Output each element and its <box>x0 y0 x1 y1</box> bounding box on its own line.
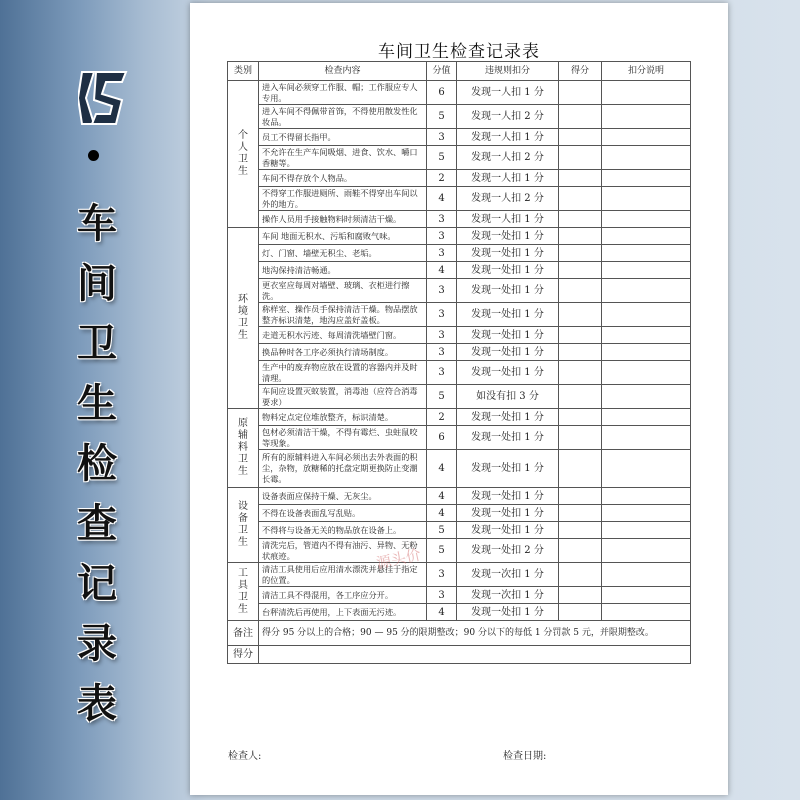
inspection-date-label: 检查日期: <box>503 751 547 762</box>
header-deduction-rule: 违规则扣分 <box>457 62 559 81</box>
table-row <box>228 129 691 146</box>
score-value-cell: 5 <box>427 146 457 170</box>
content-cell: 台秤清洗后再使用，上下表面无污迹。 <box>259 604 427 621</box>
deduction-note-input-cell[interactable] <box>602 129 691 146</box>
deduction-rule-cell: 发现一人扣 2 分 <box>457 187 559 211</box>
deduction-note-input-cell[interactable] <box>602 344 691 361</box>
document-page <box>190 3 728 795</box>
content-cell: 不允许在生产车间吸烟、进食、饮水、嚼口香糖等。 <box>259 146 427 170</box>
points-input-cell[interactable] <box>559 409 602 426</box>
points-input-cell[interactable] <box>559 303 602 327</box>
deduction-note-input-cell[interactable] <box>602 327 691 344</box>
points-input-cell[interactable] <box>559 146 602 170</box>
category-char: 具 <box>238 579 248 591</box>
watermark: 源头价 <box>374 545 423 573</box>
deduction-rule-cell: 发现一人扣 2 分 <box>457 146 559 170</box>
content-cell: 称样室、操作员手保持清洁干燥。物品摆放整齐标识清楚，地沟应盖好盖板。 <box>259 303 427 327</box>
score-value-cell: 4 <box>427 505 457 522</box>
inspector-label: 检查人: <box>228 751 262 762</box>
points-input-cell[interactable] <box>559 327 602 344</box>
deduction-note-input-cell[interactable] <box>602 105 691 129</box>
category-cell <box>228 563 259 621</box>
content-cell: 进入车间必须穿工作服、帽；工作服应专人专用。 <box>259 81 427 105</box>
deduction-rule-cell: 发现一处扣 1 分 <box>457 505 559 522</box>
deduction-note-input-cell[interactable] <box>602 228 691 245</box>
points-input-cell[interactable] <box>559 505 602 522</box>
content-cell: 进入车间不得佩带首饰，不得使用散发性化妆品。 <box>259 105 427 129</box>
category-cell <box>228 81 259 228</box>
category-char: 生 <box>238 466 248 477</box>
category-char: 生 <box>238 166 248 177</box>
deduction-rule-cell: 发现一处扣 1 分 <box>457 426 559 450</box>
table-row <box>228 344 691 361</box>
sidebar <box>0 0 190 800</box>
deduction-rule-cell: 发现一处扣 1 分 <box>457 303 559 327</box>
deduction-rule-cell: 如没有扣 3 分 <box>457 385 559 409</box>
points-input-cell[interactable] <box>559 262 602 279</box>
content-cell: 不得将与设备无关的物品放在设备上。 <box>259 522 427 539</box>
score-value-cell: 4 <box>427 262 457 279</box>
content-cell: 不得在设备表面乱写乱贴。 <box>259 505 427 522</box>
score-value-cell: 3 <box>427 361 457 385</box>
deduction-note-input-cell[interactable] <box>602 170 691 187</box>
vertical-title-char: 记 <box>77 561 117 607</box>
content-cell: 更衣室应每周对墙壁、玻璃、衣柜进行擦洗。 <box>259 279 427 303</box>
table-row <box>228 385 691 409</box>
deduction-rule-cell: 发现一人扣 1 分 <box>457 129 559 146</box>
score-value-cell: 4 <box>427 450 457 488</box>
table-row <box>228 105 691 129</box>
table-row <box>228 146 691 170</box>
points-input-cell[interactable] <box>559 587 602 604</box>
deduction-note-input-cell[interactable] <box>602 409 691 426</box>
table-row <box>228 450 691 488</box>
category-char: 备 <box>238 513 248 524</box>
deduction-note-input-cell[interactable] <box>602 81 691 105</box>
header-points: 得分 <box>559 62 602 81</box>
vertical-title-char: 车 <box>77 201 117 247</box>
points-input-cell[interactable] <box>559 385 602 409</box>
category-cell <box>228 409 259 488</box>
table-row <box>228 81 691 105</box>
score-value-cell: 3 <box>427 327 457 344</box>
score-value-cell: 2 <box>427 409 457 426</box>
deduction-rule-cell: 发现一处扣 1 分 <box>457 522 559 539</box>
content-cell: 车间 地面无积水、污垢和腐败气味。 <box>259 228 427 245</box>
content-cell: 所有的原辅料进入车间必须出去外表面的积尘，杂物，放糖稀的托盘定期更换防止变潮长霉。 <box>259 450 427 488</box>
deduction-note-input-cell[interactable] <box>602 539 691 563</box>
category-cell <box>228 488 259 563</box>
table-row <box>228 426 691 450</box>
points-input-cell[interactable] <box>559 129 602 146</box>
content-cell: 设备表面应保持干燥、无灰尘。 <box>259 488 427 505</box>
content-cell: 换品种时各工序必须执行清场制度。 <box>259 344 427 361</box>
score-value-cell: 4 <box>427 488 457 505</box>
content-cell: 车间不得存放个人物品。 <box>259 170 427 187</box>
table-row <box>228 303 691 327</box>
vertical-title-char: 卫 <box>77 321 117 367</box>
score-value-cell: 3 <box>427 303 457 327</box>
header-score: 分值 <box>427 62 457 81</box>
header-category: 类别 <box>228 62 259 81</box>
category-char: 辅 <box>238 430 248 441</box>
category-char: 卫 <box>238 591 248 603</box>
total-score-cell[interactable] <box>259 646 691 664</box>
vertical-title-char: 检 <box>77 441 117 487</box>
score-value-cell: 3 <box>427 563 457 587</box>
table-row <box>228 488 691 505</box>
deduction-rule-cell: 发现一次扣 1 分 <box>457 563 559 587</box>
points-input-cell[interactable] <box>559 211 602 228</box>
content-cell: 清洁工具不得混用，各工序应分开。 <box>259 587 427 604</box>
score-value-cell: 3 <box>427 211 457 228</box>
deduction-note-input-cell[interactable] <box>602 385 691 409</box>
score-value-cell: 6 <box>427 81 457 105</box>
content-cell: 员工不得留长指甲。 <box>259 129 427 146</box>
score-label: 得分 <box>228 646 259 664</box>
deduction-note-input-cell[interactable] <box>602 587 691 604</box>
score-value-cell: 3 <box>427 129 457 146</box>
deduction-rule-cell: 发现一处扣 2 分 <box>457 539 559 563</box>
table-row <box>228 563 691 587</box>
document-title: 车间卫生检查记录表 <box>378 42 540 62</box>
points-input-cell[interactable] <box>559 522 602 539</box>
deduction-note-input-cell[interactable] <box>602 450 691 488</box>
table-row <box>228 361 691 385</box>
category-char: 设 <box>238 501 248 512</box>
deduction-note-input-cell[interactable] <box>602 426 691 450</box>
deduction-note-input-cell[interactable] <box>602 563 691 587</box>
score-value-cell: 5 <box>427 522 457 539</box>
deduction-rule-cell: 发现一处扣 1 分 <box>457 279 559 303</box>
category-char: 生 <box>238 537 248 548</box>
content-cell: 操作人员用手接触物料时须清洁干燥。 <box>259 211 427 228</box>
deduction-rule-cell: 发现一处扣 1 分 <box>457 245 559 262</box>
table-row <box>228 587 691 604</box>
deduction-rule-cell: 发现一人扣 1 分 <box>457 81 559 105</box>
deduction-rule-cell: 发现一处扣 1 分 <box>457 262 559 279</box>
deduction-rule-cell: 发现一处扣 1 分 <box>457 488 559 505</box>
deduction-rule-cell: 发现一人扣 2 分 <box>457 105 559 129</box>
category-char: 生 <box>238 330 248 341</box>
category-char: 料 <box>238 442 248 453</box>
content-cell: 清洗完后，管道内不得有油污、异物、无粉状痕迹。 <box>259 539 427 563</box>
table-row <box>228 409 691 426</box>
deduction-rule-cell: 发现一处扣 1 分 <box>457 409 559 426</box>
score-value-cell: 5 <box>427 539 457 563</box>
category-cell <box>228 228 259 409</box>
deduction-note-input-cell[interactable] <box>602 522 691 539</box>
category-char: 个 <box>238 130 248 141</box>
score-value-cell: 4 <box>427 187 457 211</box>
inspection-table <box>227 61 691 664</box>
points-input-cell[interactable] <box>559 344 602 361</box>
header-deduction-note: 扣分说明 <box>602 62 691 81</box>
deduction-rule-cell: 发现一次扣 1 分 <box>457 587 559 604</box>
table-row <box>228 327 691 344</box>
deduction-note-input-cell[interactable] <box>602 211 691 228</box>
vertical-title-char: 录 <box>77 621 117 667</box>
deduction-note-input-cell[interactable] <box>602 303 691 327</box>
points-input-cell[interactable] <box>559 488 602 505</box>
points-input-cell[interactable] <box>559 245 602 262</box>
table-row <box>228 279 691 303</box>
content-cell: 包材必须清洁干燥，不得有霉烂、虫蛀鼠咬等现象。 <box>259 426 427 450</box>
deduction-note-input-cell[interactable] <box>602 187 691 211</box>
deduction-note-input-cell[interactable] <box>602 146 691 170</box>
points-input-cell[interactable] <box>559 105 602 129</box>
points-input-cell[interactable] <box>559 426 602 450</box>
content-cell: 清洁工具使用后应用清水漂洗并悬挂于指定的位置。 <box>259 563 427 587</box>
table-row <box>228 539 691 563</box>
category-char: 原 <box>238 418 248 429</box>
score-value-cell: 3 <box>427 228 457 245</box>
points-input-cell[interactable] <box>559 539 602 563</box>
deduction-rule-cell: 发现一处扣 1 分 <box>457 450 559 488</box>
deduction-rule-cell: 发现一处扣 1 分 <box>457 361 559 385</box>
remarks-text: 得分 95 分以上的合格；90 — 95 分的限期整改；90 分以下的每低 1 分罚款 5 元，并限期整改。 <box>259 621 691 646</box>
vertical-title-char: 生 <box>77 381 117 427</box>
score-value-cell: 2 <box>427 170 457 187</box>
deduction-rule-cell: 发现一人扣 1 分 <box>457 170 559 187</box>
category-char: 境 <box>238 306 248 317</box>
content-cell: 不得穿工作服进厕所、雨鞋不得穿出车间以外的地方。 <box>259 187 427 211</box>
table-row <box>228 187 691 211</box>
content-cell: 车间应设置灭蚊装置，消毒池（应符合消毒要求） <box>259 385 427 409</box>
points-input-cell[interactable] <box>559 81 602 105</box>
brand-logo-icon <box>78 68 130 128</box>
deduction-note-input-cell[interactable] <box>602 279 691 303</box>
points-input-cell[interactable] <box>559 279 602 303</box>
score-value-cell: 3 <box>427 587 457 604</box>
category-char: 卫 <box>238 454 248 465</box>
deduction-note-input-cell[interactable] <box>602 488 691 505</box>
score-value-cell: 3 <box>427 279 457 303</box>
score-value-cell: 5 <box>427 105 457 129</box>
points-input-cell[interactable] <box>559 170 602 187</box>
vertical-title-char: 间 <box>77 261 117 307</box>
table-row <box>228 604 691 621</box>
points-input-cell[interactable] <box>559 361 602 385</box>
category-char: 卫 <box>238 525 248 536</box>
points-input-cell[interactable] <box>559 228 602 245</box>
deduction-note-input-cell[interactable] <box>602 361 691 385</box>
vertical-title-char: 查 <box>77 501 117 547</box>
score-value-cell: 4 <box>427 604 457 621</box>
deduction-note-input-cell[interactable] <box>602 604 691 621</box>
points-input-cell[interactable] <box>559 563 602 587</box>
deduction-rule-cell: 发现一处扣 1 分 <box>457 327 559 344</box>
title-bullet-dot <box>88 150 99 161</box>
header-content: 检查内容 <box>259 62 427 81</box>
points-input-cell[interactable] <box>559 187 602 211</box>
deduction-rule-cell: 发现一处扣 1 分 <box>457 604 559 621</box>
vertical-title <box>72 194 122 734</box>
category-char: 生 <box>238 603 248 615</box>
category-char: 环 <box>238 294 248 305</box>
table-row <box>228 245 691 262</box>
points-input-cell[interactable] <box>559 604 602 621</box>
points-input-cell[interactable] <box>559 450 602 488</box>
remarks-label: 备注 <box>228 621 259 646</box>
deduction-rule-cell: 发现一处扣 1 分 <box>457 228 559 245</box>
table-row <box>228 522 691 539</box>
content-cell: 物料定点定位堆放整齐，标识清楚。 <box>259 409 427 426</box>
table-row <box>228 262 691 279</box>
content-cell: 走道无积水污迹、每周清洗墙壁门窗。 <box>259 327 427 344</box>
category-char: 卫 <box>238 318 248 329</box>
content-cell: 灯、门窗、墙壁无积尘、老垢。 <box>259 245 427 262</box>
score-row <box>228 646 691 664</box>
score-value-cell: 3 <box>427 245 457 262</box>
table-row <box>228 228 691 245</box>
category-char: 工 <box>238 567 248 579</box>
deduction-note-input-cell[interactable] <box>602 505 691 522</box>
vertical-title-char: 表 <box>77 681 117 727</box>
content-cell: 地沟保持清洁畅通。 <box>259 262 427 279</box>
content-cell: 生产中的废弃物应放在设置的容器内并及时清理。 <box>259 361 427 385</box>
category-char: 卫 <box>238 154 248 165</box>
deduction-note-input-cell[interactable] <box>602 262 691 279</box>
deduction-note-input-cell[interactable] <box>602 245 691 262</box>
score-value-cell: 5 <box>427 385 457 409</box>
table-row <box>228 170 691 187</box>
table-header-row <box>228 62 691 81</box>
deduction-rule-cell: 发现一处扣 1 分 <box>457 344 559 361</box>
table-row <box>228 211 691 228</box>
deduction-rule-cell: 发现一人扣 1 分 <box>457 211 559 228</box>
table-row <box>228 505 691 522</box>
score-value-cell: 6 <box>427 426 457 450</box>
remarks-row <box>228 621 691 646</box>
category-char: 人 <box>238 142 248 153</box>
score-value-cell: 3 <box>427 344 457 361</box>
